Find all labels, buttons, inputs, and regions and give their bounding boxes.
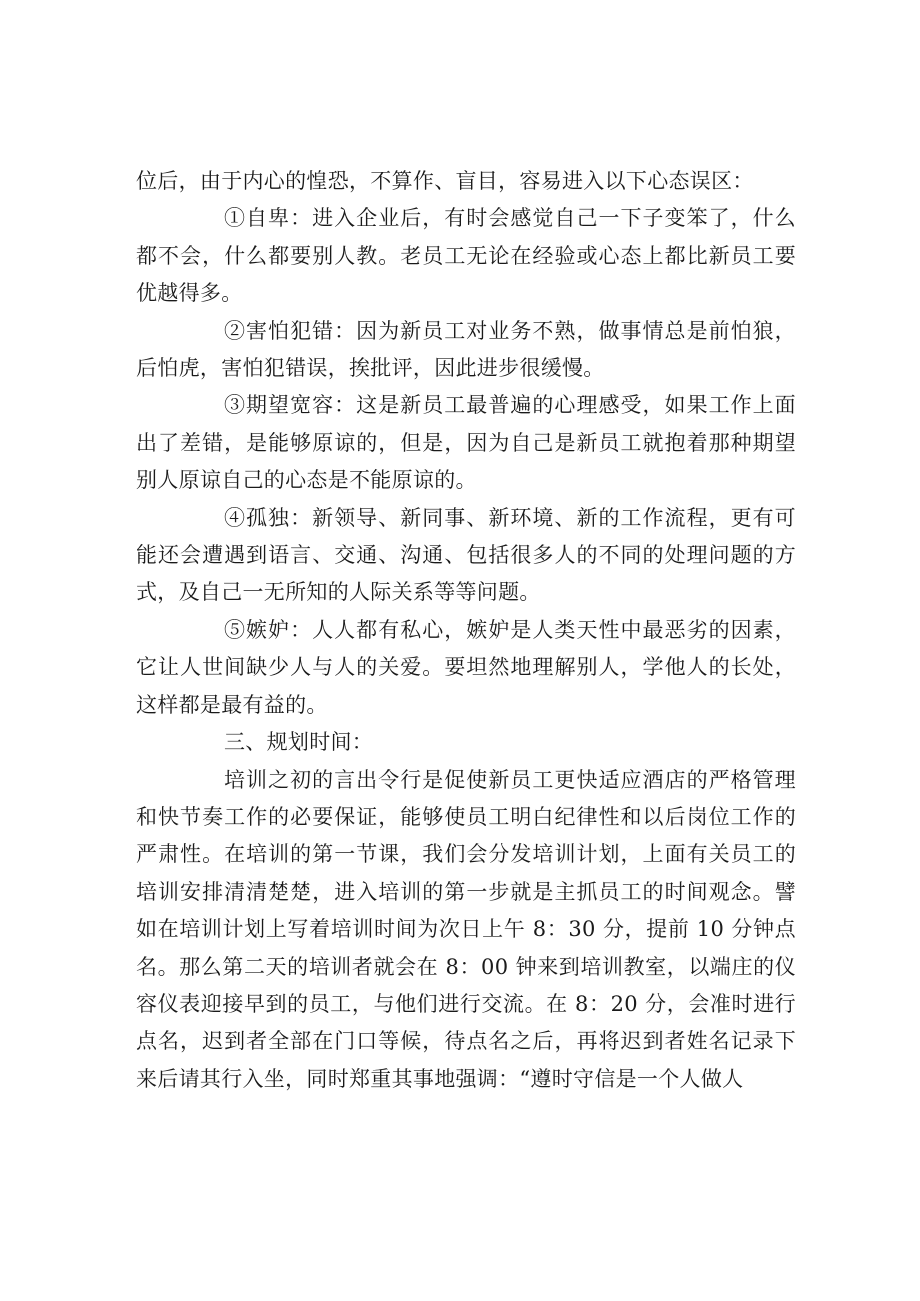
paragraph-inferiority: ①自卑：进入企业后，有时会感觉自己一下子变笨了，什么都不会，什么都要别人教。老员工无论在经验或心态上都比新员工要优越得多。	[136, 206, 796, 306]
paragraph-jealousy: ⑤嫉妒：人人都有私心，嫉妒是人类天性中最恶劣的因素，它让人世间缺少人与人的关爱。要坦然地理解别人，学他人的长处，这样都是最有益的。	[136, 617, 796, 717]
paragraph-expect-tolerance: ③期望宽容：这是新员工最普遍的心理感受，如果工作上面出了差错，是能够原谅的，但是，因为自己是新员工就抱着那种期望别人原谅自己的心态是不能原谅的。	[136, 393, 796, 493]
section-heading-plan-time: 三、规划时间：	[224, 730, 374, 755]
paragraph-continuation: 位后，由于内心的惶恐，不算作、盲目，容易进入以下心态误区：	[136, 169, 754, 193]
paragraph-loneliness: ④孤独：新领导、新同事、新环境、新的工作流程，更有可能还会遭遇到语言、交通、沟通、包括很多人的不同的处理问题的方式，及自己一无所知的人际关系等等问题。	[136, 505, 796, 605]
paragraph-training-time: 培训之初的言出令行是促使新员工更快适应酒店的严格管理和快节奏工作的必要保证，能够使员工明白纪律性和以后岗位工作的严肃性。在培训的第一节课，我们会分发培训计划，上面有关员工的培训安排清清楚楚，进入培训的第一步就是主抓员工的时间观念。譬如在培训计划上写着培训时间为次日上午 8：30 分，提前 10 分钟点名。那么第二天的培训者就会在 8：00 钟来到培训教室，以端庄的仪容仪表迎接早到的员工，与他们进行交流。在 8：20 分，会准时进行点名，迟到者全部在门口等候，待点名之后，再将迟到者姓名记录下来后请其行入坐，同时郑重其事地强调：“遵时守信是一个人做人	[136, 767, 796, 1091]
paragraph-fear-of-mistakes: ②害怕犯错：因为新员工对业务不熟，做事情总是前怕狼，后怕虎，害怕犯错误，挨批评，因此进步很缓慢。	[136, 318, 796, 381]
document-body	[136, 163, 796, 1098]
